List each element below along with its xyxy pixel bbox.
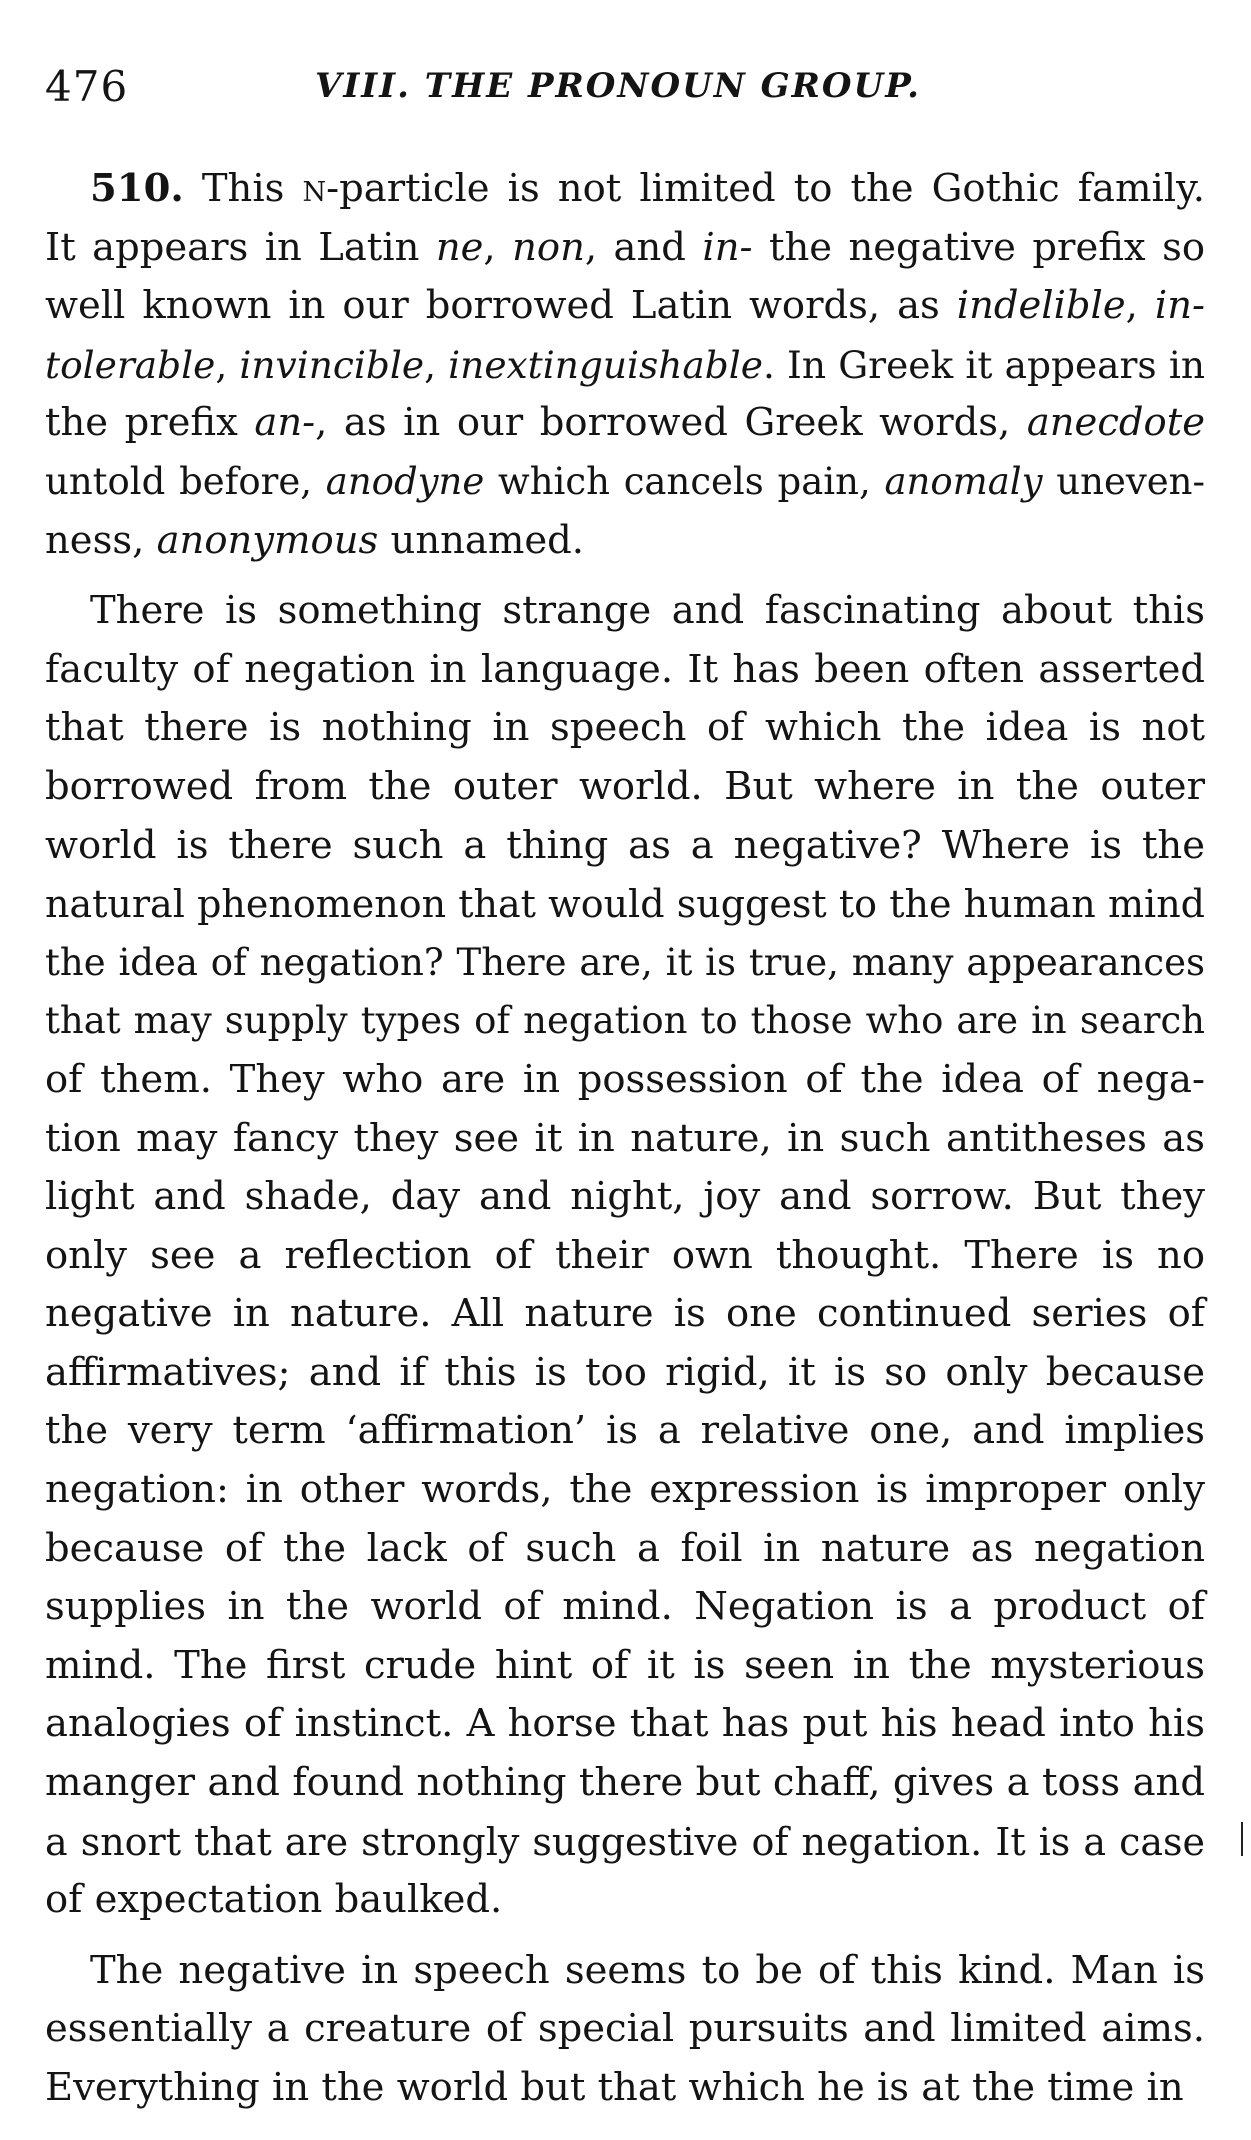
- margin-mark: [1241, 1822, 1243, 1856]
- text-line: faculty of negation in language. It has been often asserted: [45, 646, 1205, 692]
- text-line: the idea of negation? There are, it is true, many appearances: [45, 940, 1205, 984]
- italic-term: anomaly: [884, 459, 1043, 503]
- italic-term: in-: [1154, 283, 1205, 329]
- italic-term: non: [512, 224, 585, 270]
- italic-term: an-: [254, 400, 316, 446]
- text-line: borrowed from the outer world. But where in the outer: [45, 763, 1205, 809]
- section-number: 510.: [90, 166, 184, 211]
- text-line: It appears in Latin ne, non, and in- the negative prefix so: [45, 224, 1206, 270]
- text-line: essentially a creature of special pursuits and limited aims.: [45, 2006, 1205, 2052]
- text-line: tolerable, invincible, inextinguishable. In Greek it appears in: [45, 342, 1205, 387]
- text-line: a snort that are strongly suggestive of negation. It is a case: [45, 1819, 1205, 1864]
- italic-term: anonymous: [156, 517, 379, 563]
- section-510-paragraph: [45, 160, 1205, 570]
- italic-term: tolerable: [45, 342, 216, 387]
- text-line: the prefix an-, as in our borrowed Greek words, anecdote: [45, 400, 1205, 446]
- page-body: [45, 160, 1205, 2118]
- text-line: untold before, anodyne which cancels pain, anomaly uneven-: [45, 459, 1205, 503]
- italic-term: anecdote: [1026, 400, 1205, 446]
- italic-term: inextinguishable: [448, 342, 763, 387]
- text-line: supplies in the world of mind. Negation is a product of: [45, 1584, 1205, 1630]
- text-line: of expectation baulked.: [45, 1877, 503, 1923]
- text-line: only see a reflection of their own thought. There is no: [45, 1232, 1205, 1278]
- text-line: affirmatives; and if this is too rigid, it is so only because: [45, 1349, 1205, 1395]
- paragraph-negative-in-speech: [45, 1942, 1205, 2118]
- running-head: VIII. THE PRONOUN GROUP.: [315, 66, 921, 106]
- text-line: manger and found nothing there but chaff, gives a toss and: [45, 1760, 1205, 1806]
- text-line: because of the lack of such a foil in nature as negation: [45, 1525, 1205, 1571]
- italic-term: invincible: [239, 342, 425, 387]
- italic-term: in-: [702, 224, 753, 270]
- text-line: the very term ‘affirmation’ is a relative one, and implies: [45, 1408, 1205, 1454]
- page-number: 476: [45, 62, 129, 111]
- text-line: ness, anonymous unnamed.: [45, 517, 585, 563]
- text-line: negation: in other words, the expression is improper only: [45, 1467, 1205, 1513]
- text-line: that may supply types of negation to those who are in search: [45, 999, 1205, 1043]
- text-line: mind. The first crude hint of it is seen in the mysterious: [45, 1642, 1205, 1688]
- text-line: analogies of instinct. A horse that has put his head into his: [45, 1701, 1205, 1747]
- text-line: of them. They who are in possession of the idea of nega-: [45, 1056, 1205, 1102]
- text-line: The negative in speech seems to be of this kind. Man is: [90, 1947, 1205, 1993]
- text-line: world is there such a thing as a negative? Where is the: [45, 822, 1205, 868]
- small-caps-letter: n: [302, 166, 327, 211]
- text-line: negative in nature. All nature is one continued series of: [45, 1291, 1205, 1337]
- page-header: [45, 62, 1205, 122]
- text-line: tion may fancy they see it in nature, in such antitheses as: [45, 1115, 1205, 1161]
- text-line: There is something strange and fascinating about this: [90, 588, 1205, 634]
- text-line: 510. This n-particle is not limited to the Gothic family.: [90, 166, 1205, 211]
- text-line: that there is nothing in speech of which the idea is not: [45, 705, 1205, 751]
- text-line: light and shade, day and night, joy and sorrow. But they: [45, 1174, 1205, 1220]
- italic-term: anodyne: [325, 459, 485, 503]
- text-line: well known in our borrowed Latin words, as indelible, in-: [45, 283, 1205, 329]
- paragraph-negation: [45, 582, 1205, 1930]
- italic-term: ne: [435, 224, 484, 270]
- italic-term: indelible: [956, 283, 1126, 329]
- text-line: Everything in the world but that which he is at the time in: [45, 2065, 1184, 2110]
- text-line: natural phenomenon that would suggest to the human mind: [45, 882, 1205, 927]
